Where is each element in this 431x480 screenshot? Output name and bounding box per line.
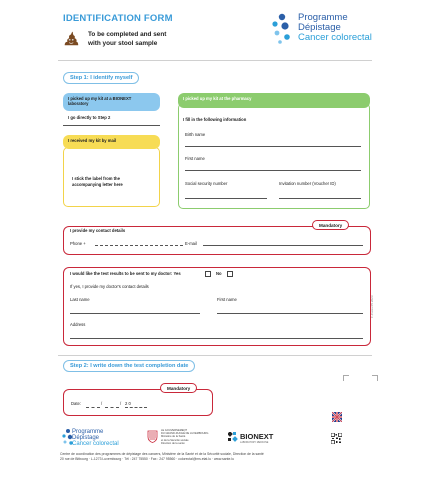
birth-name-label: Birth name xyxy=(185,132,206,137)
bionext-subtitle: LABORATORY MEDICINE xyxy=(240,441,269,444)
form-title: IDENTIFICATION FORM xyxy=(63,13,173,24)
option-lab-heading-line1: I picked up my kit at a BIONEXT xyxy=(68,96,132,101)
social-security-label: Social security number xyxy=(185,181,228,186)
form-reference-code: F-Cores 05.2023 xyxy=(370,295,374,318)
date-label: Date: xyxy=(71,401,82,406)
birth-name-field[interactable] xyxy=(185,146,361,147)
ministry-text xyxy=(161,429,208,445)
doctor-instruction: If yes, I provide my doctor's contact details xyxy=(70,284,149,289)
header-divider xyxy=(58,60,372,61)
footer-logo-programme: Programme xyxy=(72,429,104,435)
email-label: E-mail xyxy=(185,241,197,246)
subtitle-line-1: To be completed and sent xyxy=(88,31,167,38)
contact-mandatory-badge: Mandatory xyxy=(312,220,349,230)
date-year-field[interactable] xyxy=(125,407,147,408)
doctor-box xyxy=(63,267,371,346)
option-lab-underline xyxy=(63,125,160,126)
option-mail-heading: I received my kit by mail xyxy=(63,135,160,149)
ministry-line-4: et de la Sécurité sociale xyxy=(161,438,189,442)
invitation-number-field[interactable] xyxy=(279,198,361,199)
doctor-last-name-field[interactable] xyxy=(70,313,200,314)
first-name-label: First name xyxy=(185,156,205,161)
option-lab-action: I go directly to Step 2 xyxy=(68,115,111,120)
doctor-address-field[interactable] xyxy=(70,338,363,339)
logo-text-cancer-colorectal: Cancer colorectal xyxy=(298,32,372,43)
date-box xyxy=(63,389,213,416)
footer-logo-cancer: Cancer colorectal xyxy=(72,441,119,447)
doctor-first-name-field[interactable] xyxy=(217,313,363,314)
option-lab-heading xyxy=(63,93,160,111)
doctor-last-name-label: Last name xyxy=(70,297,90,302)
bionext-name: BIONEXT xyxy=(240,432,274,441)
qr-code-icon[interactable] xyxy=(331,433,342,444)
date-separator-2-icon: / xyxy=(120,401,122,406)
step1-label: Step 1: I identify myself xyxy=(63,72,139,84)
doctor-yes-checkbox[interactable] xyxy=(205,271,211,277)
bionext-logo-icon xyxy=(228,432,238,442)
doctor-first-name-label: First name xyxy=(217,297,237,302)
luxembourg-coat-of-arms-icon xyxy=(147,430,158,443)
option-lab-heading-line2: laboratory xyxy=(68,101,89,107)
logo-text-depistage: Dépistage xyxy=(298,22,341,33)
crop-mark-icon xyxy=(372,375,378,381)
step2-label: Step 2: I write down the test completion date xyxy=(63,360,195,372)
doctor-address-label: Address xyxy=(70,322,86,327)
ministry-line-1: LE GOUVERNEMENT xyxy=(161,429,188,432)
phone-label: Phone + xyxy=(70,241,86,246)
first-name-field[interactable] xyxy=(185,170,361,171)
footer-address-line-2: 20 rue de Bitbourg · L-1273 Luxembourg · Tél : 247 75550 · Fax : 247 95560 · colorectal@ms.etat.lu · www.sante.lu xyxy=(60,457,234,461)
doctor-question: I would like the test results to be sent to my doctor: Yes xyxy=(70,271,181,276)
option-pharmacy-instruction: I fill in the following information xyxy=(183,117,247,122)
option-mail-instruction-line2: accompanying letter here xyxy=(72,182,123,187)
crop-mark-icon xyxy=(343,375,349,381)
ministry-line-3: Ministère de la Santé xyxy=(161,435,186,439)
footer-logo-depistage: Dépistage xyxy=(72,435,100,441)
ministry-line-2: DU GRAND-DUCHÉ DE LUXEMBOURG xyxy=(161,432,209,436)
ministry-line-5: Direction de la santé xyxy=(161,441,185,445)
date-month-field[interactable] xyxy=(105,407,119,408)
option-mail-instruction-line1: I stick the label from the xyxy=(72,176,120,181)
uk-flag-icon xyxy=(332,412,342,422)
contact-heading: I provide my contact details xyxy=(70,228,126,233)
logo-text-programme: Programme xyxy=(298,12,348,23)
step2-divider xyxy=(58,355,372,356)
option-pharmacy-heading: I picked up my kit at the pharmacy xyxy=(178,93,370,108)
invitation-number-label: Invitation number (Voucher ID) xyxy=(279,181,336,186)
phone-field[interactable] xyxy=(95,245,183,246)
date-mandatory-badge: Mandatory xyxy=(160,383,197,393)
date-day-field[interactable] xyxy=(86,407,100,408)
social-security-field[interactable] xyxy=(185,198,267,199)
email-field[interactable] xyxy=(203,245,363,246)
programme-logo-icon xyxy=(268,12,296,48)
date-year-prefill: 2 0 xyxy=(125,401,131,406)
subtitle-line-2: with your stool sample xyxy=(88,40,158,47)
doctor-no-checkbox[interactable] xyxy=(227,271,233,277)
footer-address-line-1: Centre de coordination des programmes de dépistage des cancers, Ministère de la Santé et de la Sécurité sociale, Direction de la santé xyxy=(60,452,264,456)
stool-sample-icon xyxy=(62,30,80,48)
date-separator-1-icon: / xyxy=(101,401,103,406)
doctor-no-label: No xyxy=(216,271,222,276)
